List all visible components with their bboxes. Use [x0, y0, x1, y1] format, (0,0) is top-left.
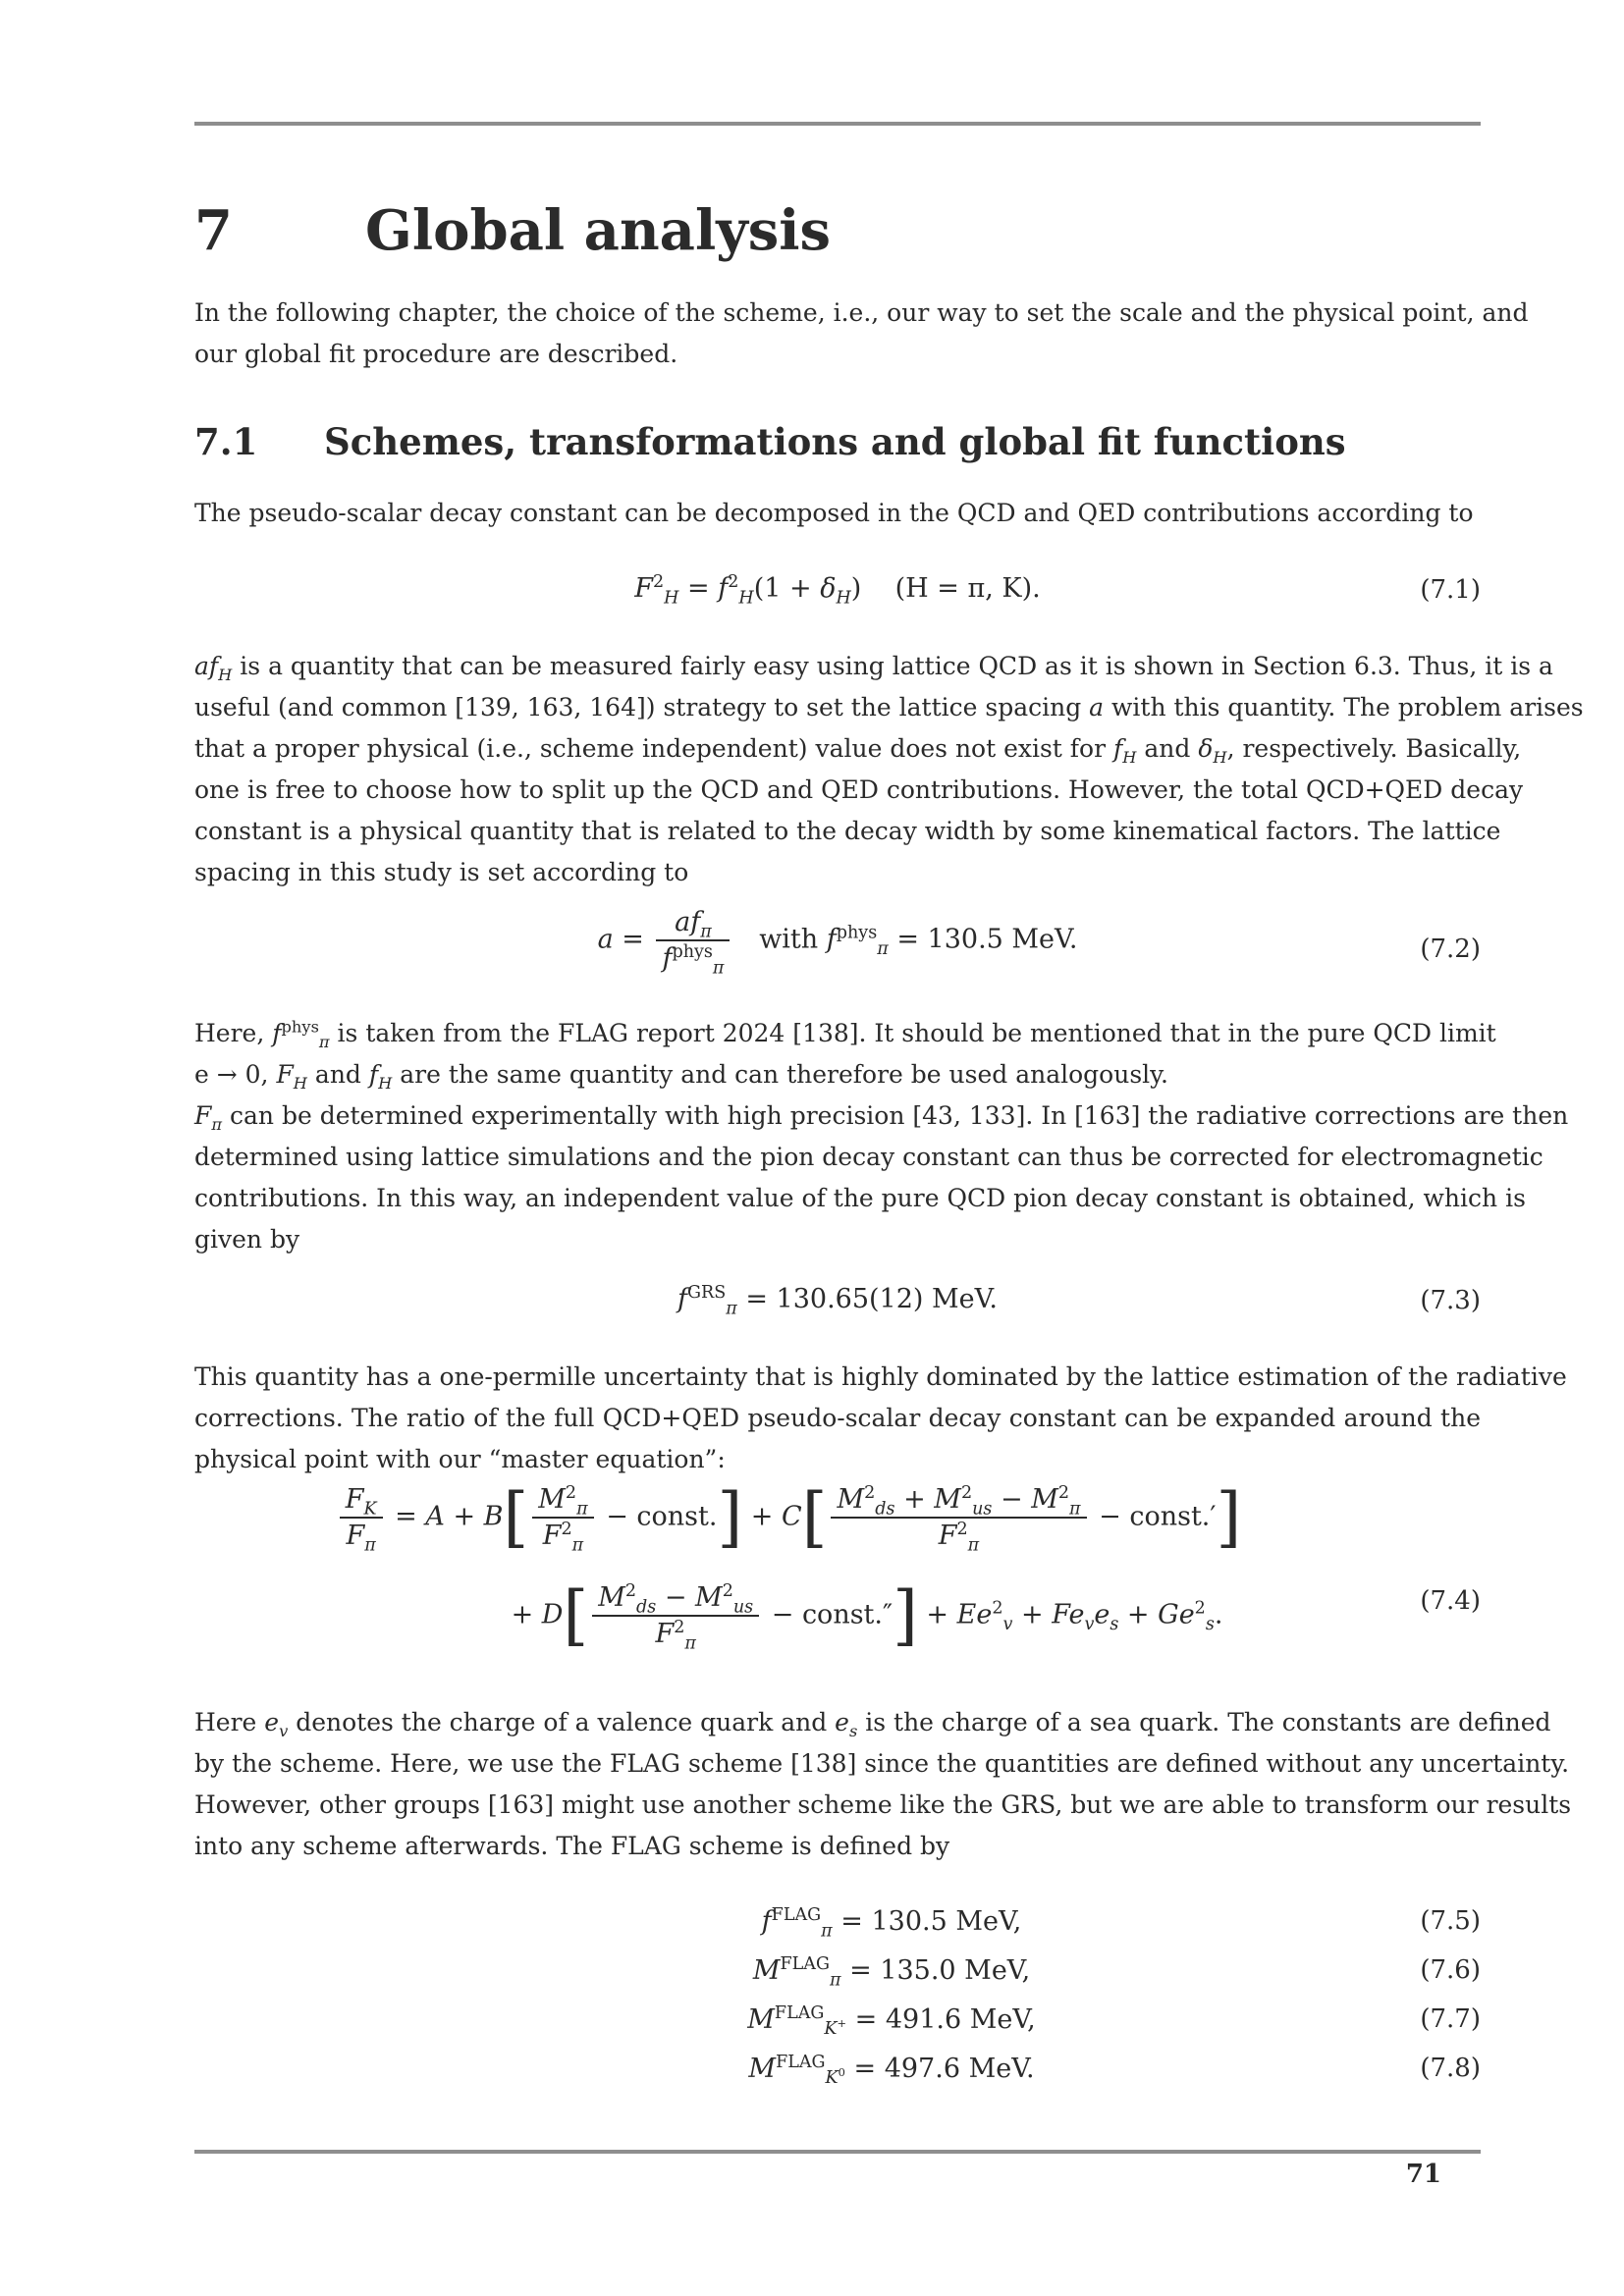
equation-7-5: $f^{FLAG}_\pi = 130.5$ MeV, (7.5) — [761, 1905, 1481, 1942]
equation-7-8: $M^{FLAG}_{K^0} = 497.6$ MeV. (7.8) — [748, 2053, 1481, 2089]
equation-7-6: $M^{FLAG}_\pi = 135.0$ MeV, (7.6) — [752, 1954, 1481, 1991]
equation-number: (7.3) — [1420, 1286, 1481, 1315]
section-title: Schemes, transformations and global fit functions — [324, 420, 1346, 463]
equation-7-1: $F^2_H = f^2_H(1 + \delta_H)$ (H = π, K). (7.1) — [634, 572, 1481, 609]
chapter-heading — [194, 196, 831, 265]
page-number: 71 — [1405, 2160, 1441, 2189]
equation-number: (7.1) — [1420, 575, 1481, 605]
section-number: 7.1 — [194, 420, 258, 463]
header-rule — [194, 122, 1481, 126]
paragraph-master-equation: This quantity has a one-permille uncertainty that is highly dominated by the lattice estimation of the radiative corrections. The ratio of the full QCD+QED pseudo-scalar decay constant can be expanded around the physical point with our “master equation”: — [194, 1362, 1567, 1473]
equation-7-7: $M^{FLAG}_{K^+} = 491.6$ MeV, (7.7) — [747, 2003, 1481, 2040]
section-heading — [194, 414, 1346, 469]
paragraph-lattice-spacing: $af_H$ is a quantity that can be measured fairly easy using lattice QCD as it is shown in Section 6.3. Thus, it is a useful (and common [139, 163, 164]) strategy to set the lattice spacing a with this quantity. The problem arises that a proper physical (i.e., scheme independent) value does not exist for $f_H$ and $\delta_H$, respectively. Basically, one is free to choose how to split up the QCD and QED contributions. However, the total QCD+QED decay constant is a physical quantity that is related to the decay width by some kinematical factors. The lattice spacing in this study is set according to — [194, 652, 1584, 886]
equation-number: (7.4) — [1420, 1586, 1481, 1616]
chapter-title: Global analysis — [365, 198, 832, 263]
equation-number: (7.5) — [1420, 1906, 1481, 1936]
equation-7-2: a = $\frac{af_\pi}{f^{phys}_\pi}$ with $f^{phys}_\pi = 130.5$ MeV. (7.2) — [597, 907, 1481, 979]
chapter-number: 7 — [194, 198, 233, 263]
equation-number: (7.2) — [1420, 934, 1481, 964]
intro-paragraph: In the following chapter, the choice of the scheme, i.e., our way to set the scale and the physical point, and our global fit procedure are described. — [194, 298, 1529, 368]
footer-rule — [194, 2150, 1481, 2154]
paragraph-flag-scheme: Here $e_v$ denotes the charge of a valence quark and $e_s$ is the charge of a sea quark. The constants are defined by the scheme. Here, we use the FLAG scheme [138] since the quantities are defined without any uncertainty. However, other groups [163] might use another scheme like the GRS, but we are able to transform our results into any scheme afterwards. The FLAG scheme is defined by — [194, 1708, 1572, 1860]
equation-number: (7.7) — [1420, 2004, 1481, 2034]
paragraph-decomposition: The pseudo-scalar decay constant can be decomposed in the QCD and QED contributions according to — [194, 499, 1474, 527]
equation-number: (7.6) — [1420, 1955, 1481, 1985]
equation-7-3: $f^{GRS}_\pi = 130.65(12)$ MeV. (7.3) — [677, 1283, 1481, 1319]
equation-number: (7.8) — [1420, 2054, 1481, 2083]
paragraph-flag-report: Here, $f^{phys}_\pi$ is taken from the FLAG report 2024 [138]. It should be mentioned that in the pure QCD limit e → 0, $F_H$ and $f_H$ are the same quantity and can therefore be used analogously. $F_\pi$ can be determined experimentally with high precision [43, 133]. In [163] the radiative corrections are then determined using lattice simulations and the pion decay constant can thus be corrected for electromagnetic contributions. In this way, an independent value of the pure QCD pion decay constant is obtained, which is given by — [194, 1017, 1569, 1254]
equation-7-4: $\frac{F_K}{F_\pi}$ = A + B[ $\frac{M^2_\pi}{F^2_\pi}$ − const.] + C[ $\frac{M^2_{ds} + M^2_{us} - M^2_\pi}{F^2_\pi}$ − const.′] + D[ $\frac{M^2_{ds} - M^2_{us}}{F^2_\pi}$ − const.″] + $Ee^2_v + Fe_ve_s + Ge^2_s$. (7.4) — [194, 1484, 1481, 1700]
